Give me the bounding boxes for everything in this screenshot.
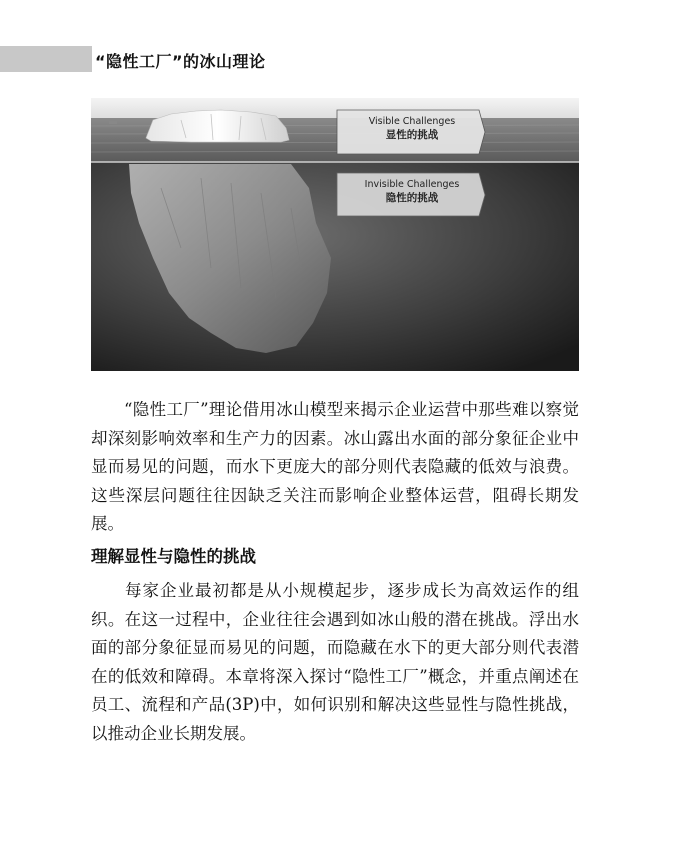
visible-label-zh: 显性的挑战 [385,129,439,141]
iceberg-figure [91,98,579,371]
invisible-label-zh: 隐性的挑战 [385,192,439,204]
paragraph-1 [91,396,579,539]
paragraph-1-text: “隐性工厂”理论借用冰山模型来揭示企业运营中那些难以察觉却深刻影响效率和生产力的因素。冰山露出水面的部分象征企业中显而易见的问题，而水下更庞大的部分则代表隐藏的低效与浪费。这些深层问题往往因缺乏关注而影响企业整体运营，阻碍长期发展。 [91,400,579,533]
iceberg-illustration [91,98,579,371]
section-heading: 理解显性与隐性的挑战 [91,547,256,566]
paragraph-2-text: 每家企业最初都是从小规模起步，逐步成长为高效运作的组织。在这一过程中，企业往往会遇到如冰山般的潜在挑战。浮出水面的部分象征显而易见的问题，而隐藏在水下的更大部分则代表潜在的低效和障碍。本章将深入探讨“隐性工厂”概念，并重点阐述在员工、流程和产品(3P)中，如何识别和解决这些显性与隐性挑战，以推动企业长期发展。 [91,581,579,743]
visible-label-en: Visible Challenges [368,116,456,127]
visible-challenges-label [339,115,485,155]
paragraph-2 [91,577,579,748]
invisible-label-en: Invisible Challenges [364,179,460,190]
chapter-title: “隐性工厂”的冰山理论 [95,52,266,71]
invisible-challenges-label [339,178,485,218]
header-accent-bar [0,46,92,72]
